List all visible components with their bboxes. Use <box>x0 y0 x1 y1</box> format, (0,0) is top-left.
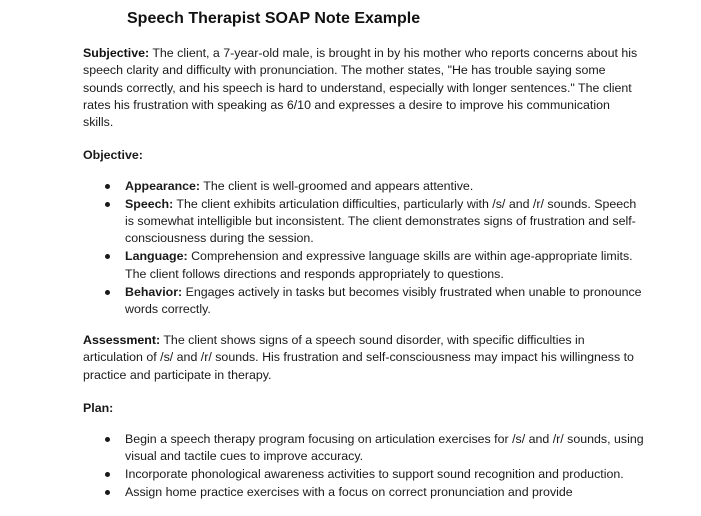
page-title: Speech Therapist SOAP Note Example <box>127 10 421 27</box>
subjective-section <box>83 45 643 131</box>
plan-item-text: Begin a speech therapy program focusing on articulation exercises for /s/ and /r/ sounds, using visual and tactile cues to improve accuracy. <box>125 432 644 464</box>
bullet-icon <box>105 202 110 207</box>
list-item <box>0 431 645 466</box>
bullet-icon <box>105 472 110 477</box>
objective-item-text: The client exhibits articulation difficulties, particularly with /s/ and /r/ sounds. Speech is somewhat intelligible but inconsistent. The client demonstrates signs of frustration and self-consciousness during the session. <box>125 196 637 246</box>
list-item <box>0 484 645 501</box>
subjective-text: The client, a 7-year-old male, is brought in by his mother who reports concerns about his speech clarity and difficulty with pronunciation. The mother states, "He has trouble saying some sounds correctly, and his speech is hard to understand, especially with longer sentences." The client rates his frustration with speaking as 6/10 and expresses a desire to improve his communication skills. <box>83 46 638 130</box>
objective-heading: Objective: <box>83 148 143 162</box>
list-item <box>0 248 645 283</box>
subjective-label: Subjective: <box>83 46 150 60</box>
plan-item-text: Assign home practice exercises with a focus on correct pronunciation and provide <box>125 485 573 500</box>
plan-item-text: Incorporate phonological awareness activities to support sound recognition and production. <box>125 467 624 482</box>
plan-heading: Plan: <box>83 401 114 415</box>
bullet-icon <box>105 437 110 442</box>
plan-list <box>0 431 701 502</box>
list-item <box>0 284 645 319</box>
bullet-icon <box>105 290 110 295</box>
bullet-icon <box>105 490 110 495</box>
list-item <box>0 178 645 195</box>
bullet-icon <box>105 254 110 259</box>
assessment-section <box>83 332 643 384</box>
objective-item-label: Speech: <box>125 196 174 211</box>
assessment-label: Assessment: <box>83 333 161 347</box>
list-item <box>0 196 645 248</box>
objective-item-label: Behavior: <box>125 284 183 299</box>
objective-item-label: Language: <box>125 249 188 264</box>
objective-item-label: Appearance: <box>125 179 201 193</box>
objective-list <box>0 178 701 319</box>
objective-item-text: The client is well-groomed and appears attentive. <box>200 179 474 193</box>
bullet-icon <box>105 184 110 189</box>
objective-item-text: Comprehension and expressive language skills are within age-appropriate limits. The client follows directions and responds appropriately to questions. <box>125 249 633 281</box>
objective-item-text: Engages actively in tasks but becomes visibly frustrated when unable to pronounce words correctly. <box>125 284 642 316</box>
list-item <box>0 466 645 483</box>
assessment-text: The client shows signs of a speech sound disorder, with specific difficulties in articulation of /s/ and /r/ sounds. His frustration and self-consciousness may impact his willingness to practice and participate in therapy. <box>83 333 634 382</box>
